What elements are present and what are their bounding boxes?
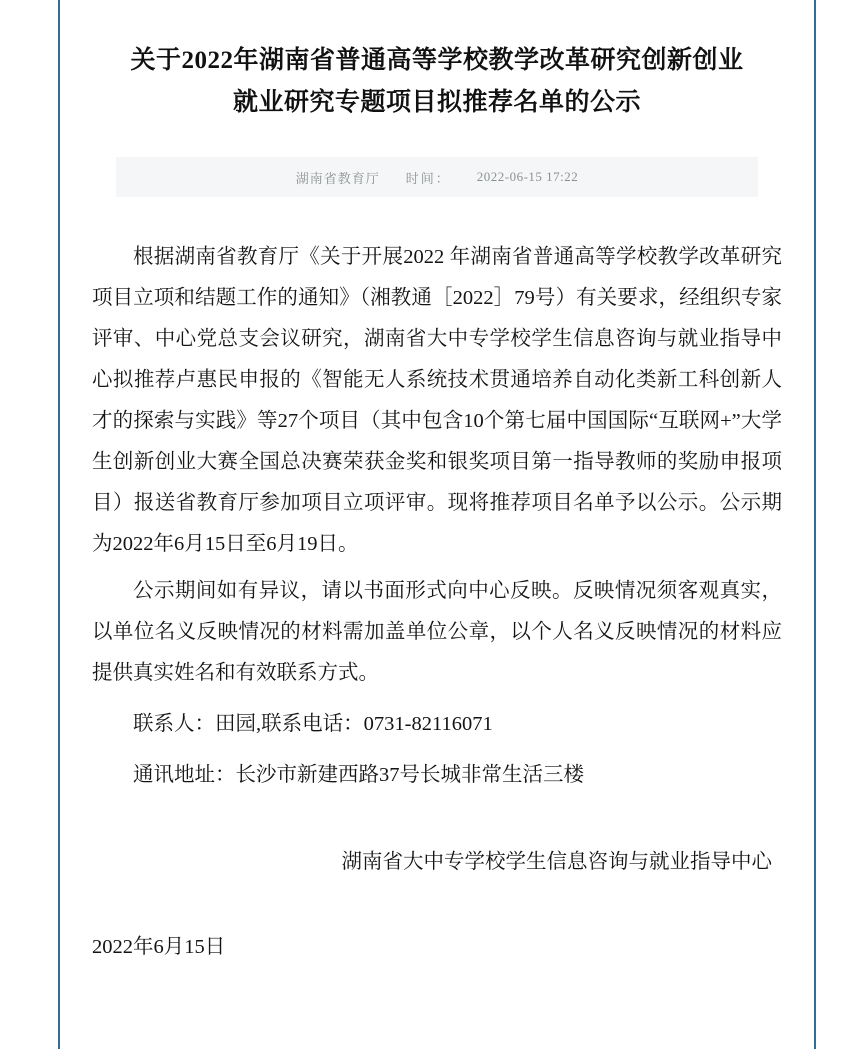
- signature-date: 2022年6月15日: [92, 935, 226, 958]
- document-content: [92, 237, 782, 968]
- meta-time-value: 2022-06-15 17:22: [476, 169, 579, 184]
- right-edge-rule: [814, 0, 816, 1049]
- document-body: [80, 0, 794, 1049]
- meta-time-label: 时间：: [405, 170, 451, 186]
- page-title: [106, 40, 768, 123]
- contact-address: 通讯地址：长沙市新建西路37号长城非常生活三楼: [133, 764, 584, 786]
- page-title-line-2: 就业研究专题项目拟推荐名单的公示: [232, 88, 641, 116]
- paragraph-1: 根据湖南省教育厅《关于开展2022 年湖南省普通高等学校教学改革研究项目立项和结题工作的通知》（湘教通［2022］79号）有关要求，经组织专家评审、中心党总支会议研究，湖南省大中专学校学生信息咨询与就业指导中心拟推荐卢惠民申报的《智能无人系统技术贯通培养自动化类新工科创新人才的探索与实践》等27个项目（其中包含10个第七届中国国际“互联网+”大学生创新创业大赛全国总决赛荣获金奖和银奖项目第一指导教师的奖励申报项目）报送省教育厅参加项目立项评审。现将推荐项目名单予以公示。公示期为2022年6月15日至6月19日。: [92, 246, 782, 555]
- page-title-line-1: 关于2022年湖南省普通高等学校教学改革研究创新创业: [130, 47, 744, 74]
- signature-organization: 湖南省大中专学校学生信息咨询与就业指导中心: [341, 851, 772, 873]
- document-meta-bar: [116, 157, 758, 197]
- contact-person: 联系人：田园,联系电话：0731-82116071: [133, 713, 493, 735]
- paragraph-2: 公示期间如有异议，请以书面形式向中心反映。反映情况须客观真实，以单位名义反映情况的材料需加盖单位公章，以个人名义反映情况的材料应提供真实姓名和有效联系方式。: [92, 580, 782, 684]
- left-edge-rule: [58, 0, 60, 1049]
- meta-source: 湖南省教育厅: [295, 170, 380, 186]
